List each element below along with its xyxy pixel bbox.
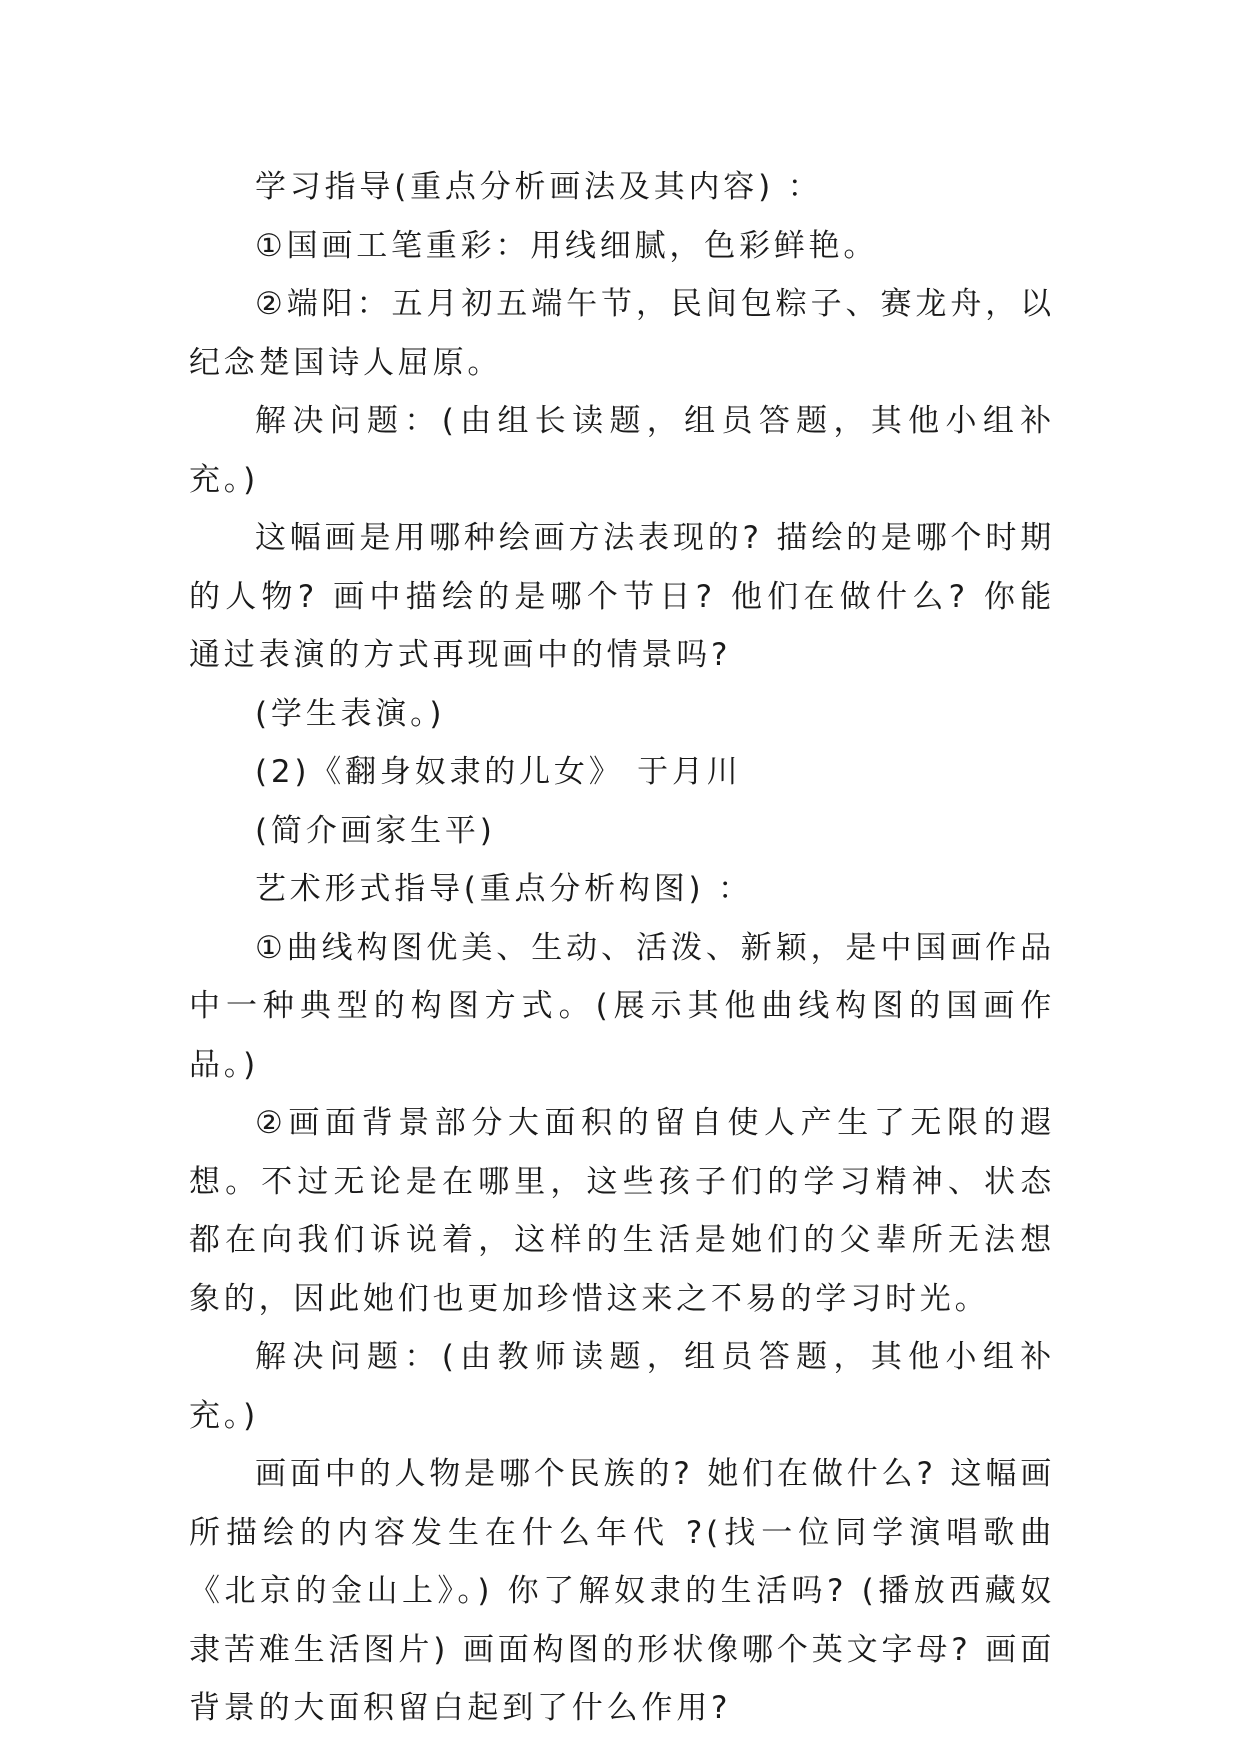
paragraph-art-form-guide: 艺术形式指导(重点分析构图) ： — [255, 871, 753, 907]
paragraph-questions-2: 画面中的人物是哪个民族的? 她们在做什么? 这幅画所描绘的内容发生在什么年代 ?(找一位同学演唱歌曲《北京的金山上》。) 你了解奴隶的生活吗? (播放西藏奴隶苦难生活图片) 画面构图的形状像哪个英文字母? 画面背景的大面积留白起到了什么作用? — [189, 1456, 1055, 1726]
paragraph-curve-composition: ①曲线构图优美、生动、活泼、新颖，是中国画作品中一种典型的构图方式。(展示其他曲线构图的国画作品。) — [189, 929, 1055, 1083]
document-body — [189, 158, 1055, 1738]
paragraph-background-whitespace: ②画面背景部分大面积的留自使人产生了无限的遐想。不过无论是在哪里，这些孩子们的学习精神、状态都在向我们诉说着，这样的生活是她们的父辈所无法想象的，因此她们也更加珍惜这来之不易的学习时光。 — [189, 1105, 1055, 1317]
paragraph-study-guide: 学习指导(重点分析画法及其内容) ： — [255, 169, 823, 205]
paragraph-student-performance: (学生表演。) — [255, 695, 446, 732]
paragraph-solve-problem-1: 解决问题：(由组长读题，组员答题，其他小组补充。) — [189, 403, 1055, 498]
paragraph-duanyang: ②端阳：五月初五端午节，民间包粽子、赛龙舟，以纪念楚国诗人屈原。 — [189, 286, 1055, 381]
paragraph-questions-1: 这幅画是用哪种绘画方法表现的? 描绘的是哪个时期的人物? 画中描绘的是哪个节日? 他们在做什么? 你能通过表演的方式再现画中的情景吗? — [189, 520, 1055, 673]
paragraph-artist-bio: (简介画家生平) — [255, 812, 496, 849]
paragraph-solve-problem-2: 解决问题：(由教师读题，组员答题，其他小组补充。) — [189, 1339, 1055, 1434]
paragraph-gongbi-technique: ①国画工笔重彩：用线细腻，色彩鲜艳。 — [255, 227, 879, 264]
paragraph-artwork-title: (2)《翻身奴隶的儿女》 于月川 — [255, 754, 742, 790]
